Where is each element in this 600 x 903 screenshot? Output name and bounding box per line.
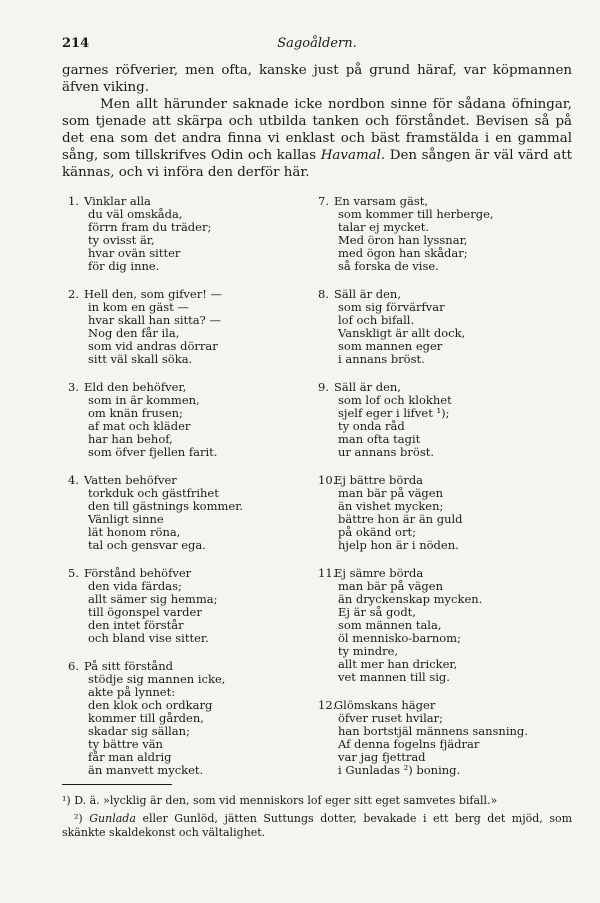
verse-line: som männen tala,	[338, 618, 442, 632]
stanza-lines	[334, 287, 562, 366]
verse-line: Vanskligt är allt dock,	[338, 326, 466, 340]
verse-line: för dig inne.	[88, 259, 160, 273]
verse-line: man bär på vägen	[338, 579, 443, 593]
stanza-lines	[84, 566, 312, 645]
havamal-title: Havamal.	[320, 148, 386, 163]
verse-line: Vinklar alla	[84, 194, 151, 208]
verse-line: än dryckenskap mycken.	[338, 592, 483, 606]
stanza	[312, 699, 562, 777]
verse-line: den till gästnings kommer.	[88, 499, 244, 513]
verse-line: En varsam gäst,	[334, 194, 429, 208]
verse-line: har han behof,	[88, 432, 173, 446]
verse-line: än vishet mycken;	[338, 499, 444, 513]
verse-line: skadar sig sällan;	[88, 724, 190, 738]
stanza-number: 2.	[68, 287, 79, 301]
verse-line: talar ej mycket.	[338, 220, 430, 234]
stanza-number: 8.	[318, 287, 329, 301]
stanza	[312, 567, 562, 684]
stanza-lines	[84, 473, 312, 552]
paragraph-2	[62, 96, 572, 181]
verse-line: ty mindre,	[338, 644, 399, 658]
verse-line: om knän frusen;	[88, 406, 183, 420]
verse-line: den intet förstår	[88, 618, 184, 632]
verse-line: som vid andras dörrar	[88, 339, 218, 353]
verse-line: hjelp hon är i nöden.	[338, 538, 459, 552]
verse-line: allt sämer sig hemma;	[88, 592, 218, 606]
verse-line: man ofta tagit	[338, 432, 421, 446]
stanza-lines	[334, 473, 562, 552]
stanza-lines	[84, 287, 312, 366]
verse-line: Vänligt sinne	[88, 512, 164, 526]
stanza	[62, 567, 312, 645]
stanza-lines	[334, 698, 562, 777]
verse-line: man bär på vägen	[338, 486, 443, 500]
verse-line: Säll är den,	[334, 380, 401, 394]
verse-line: och bland vise sitter.	[88, 631, 209, 645]
verse-line: in kom en gäst —	[88, 300, 189, 314]
stanza-lines	[334, 566, 562, 684]
footnote-2-text: eller Gunlöd, jätten Suttungs dotter, bevakade i ett berg det mjöd, som skänkte skaldekonst och vältalighet.	[62, 812, 573, 839]
verse-line: han bortstjäl männens sansning.	[338, 724, 528, 738]
page-header	[62, 36, 572, 54]
verse-line: Förstånd behöfver	[84, 566, 192, 580]
verse-line: sitt väl skall söka.	[88, 352, 193, 366]
verse-line: ty bättre vän	[88, 737, 163, 751]
verse-line: allt mer han dricker,	[338, 657, 458, 671]
verse-line: den vida färdas;	[88, 579, 182, 593]
footnote-2-term: Gunlada	[89, 812, 136, 825]
verse-line: i annans bröst.	[338, 352, 425, 366]
verse-line: kommer till gården,	[88, 711, 204, 725]
stanza-number: 6.	[68, 659, 79, 673]
stanza-number: 7.	[318, 194, 329, 208]
verse-line: Vatten behöfver	[84, 473, 177, 487]
stanza-number: 3.	[68, 380, 79, 394]
running-title: Sagoåldern.	[277, 36, 357, 51]
verse-line: än manvett mycket.	[88, 763, 204, 777]
footnote-2-marker: ²)	[74, 812, 83, 825]
poem-column-left	[62, 195, 312, 792]
verse-line: tal och gensvar ega.	[88, 538, 206, 552]
stanza-number: 11.	[318, 566, 337, 580]
verse-line: Säll är den,	[334, 287, 401, 301]
footnotes	[62, 794, 572, 840]
verse-line: Glömskans häger	[334, 698, 436, 712]
verse-line: stödje sig mannen icke,	[88, 672, 226, 686]
verse-line: torkduk och gästfrihet	[88, 486, 219, 500]
verse-line: hvar skall han sitta? —	[88, 313, 221, 327]
verse-line: hvar ovän sitter	[88, 246, 181, 260]
verse-line: i Gunladas ²) boning.	[338, 763, 461, 777]
verse-line: ur annans bröst.	[338, 445, 435, 459]
verse-line: lät honom röna,	[88, 525, 181, 539]
verse-line: Ej bättre börda	[334, 473, 424, 487]
stanza	[312, 474, 562, 552]
verse-line: öfver ruset hvilar;	[338, 711, 444, 725]
verse-line: som kommer till herberge,	[338, 207, 494, 221]
paragraph-2-text: Men allt härunder saknade icke nordbon sinne för sådana öfningar, som tjenade att skärpa och utbilda tanken och förståndet. Bevisen så på det ena som det andra finna vi enklast och bäst framstälda i en gammal sång, som tillskrifves Odin och kallas	[62, 97, 572, 163]
stanza	[62, 195, 312, 273]
paragraph-2-tail: Den sången är väl värd att kännas, och vi införa den derför här.	[62, 148, 572, 180]
page-number: 214	[62, 36, 90, 51]
stanza	[62, 660, 312, 777]
verse-line: bättre hon är än guld	[338, 512, 463, 526]
stanza-number: 9.	[318, 380, 329, 394]
stanza-number: 1.	[68, 194, 79, 208]
stanza	[62, 474, 312, 552]
verse-line: som lof och klokhet	[338, 393, 452, 407]
stanza-number: 10.	[318, 473, 337, 487]
stanza	[312, 381, 562, 459]
verse-line: ty onda råd	[338, 419, 405, 433]
stanza-number: 12.	[318, 698, 337, 712]
footnote-1: ¹) D. ä. »lycklig är den, som vid menniskors lof eger sitt eget samvetes bifall.»	[62, 794, 498, 807]
verse-line: Hell den, som gifver! —	[84, 287, 222, 301]
verse-line: ty ovisst är,	[88, 233, 155, 247]
verse-line: Ej sämre börda	[334, 566, 424, 580]
verse-line: vet mannen till sig.	[338, 670, 450, 684]
verse-line: med ögon han skådar;	[338, 246, 468, 260]
verse-line: Af denna fogelns fjädrar	[338, 737, 480, 751]
verse-line: som sig förvärfvar	[338, 300, 445, 314]
verse-line: den klok och ordkarg	[88, 698, 213, 712]
stanza-number: 4.	[68, 473, 79, 487]
footnote-divider	[62, 784, 172, 785]
stanza	[312, 288, 562, 366]
stanza-lines	[84, 194, 312, 273]
verse-line: så forska de vise.	[338, 259, 439, 273]
verse-line: Med öron han lyssnar,	[338, 233, 468, 247]
stanza	[312, 195, 562, 273]
stanza	[62, 288, 312, 366]
verse-line: sjelf eger i lifvet ¹);	[338, 406, 450, 420]
verse-line: var jag fjettrad	[338, 750, 426, 764]
poem-column-right	[312, 195, 562, 792]
stanza-lines	[334, 194, 562, 273]
verse-line: som in är kommen,	[88, 393, 200, 407]
verse-line: Ej är så godt,	[338, 605, 416, 619]
verse-line: du väl omskåda,	[88, 207, 183, 221]
stanza-number: 5.	[68, 566, 79, 580]
verse-line: På sitt förstånd	[84, 659, 174, 673]
verse-line: som mannen eger	[338, 339, 443, 353]
paragraph-1: garnes röfverier, men ofta, kanske just på grund häraf, var köpmannen äfven viking.	[62, 63, 572, 95]
verse-line: som öfver fjellen farit.	[88, 445, 218, 459]
verse-line: af mat och kläder	[88, 419, 191, 433]
verse-line: på okänd ort;	[338, 525, 416, 539]
verse-line: akte på lynnet:	[88, 685, 176, 699]
stanza-lines	[84, 659, 312, 777]
verse-line: Eld den behöfver,	[84, 380, 187, 394]
verse-line: Nog den får ila,	[88, 326, 180, 340]
verse-line: öl mennisko-barnom;	[338, 631, 461, 645]
footnote-2	[62, 812, 572, 840]
stanza-lines	[334, 380, 562, 459]
verse-line: lof och bifall.	[338, 313, 415, 327]
verse-line: får man aldrig	[88, 750, 172, 764]
verse-line: förrn fram du träder;	[88, 220, 212, 234]
stanza	[62, 381, 312, 459]
stanza-lines	[84, 380, 312, 459]
intro-prose	[62, 62, 572, 181]
verse-line: till ögonspel varder	[88, 605, 202, 619]
